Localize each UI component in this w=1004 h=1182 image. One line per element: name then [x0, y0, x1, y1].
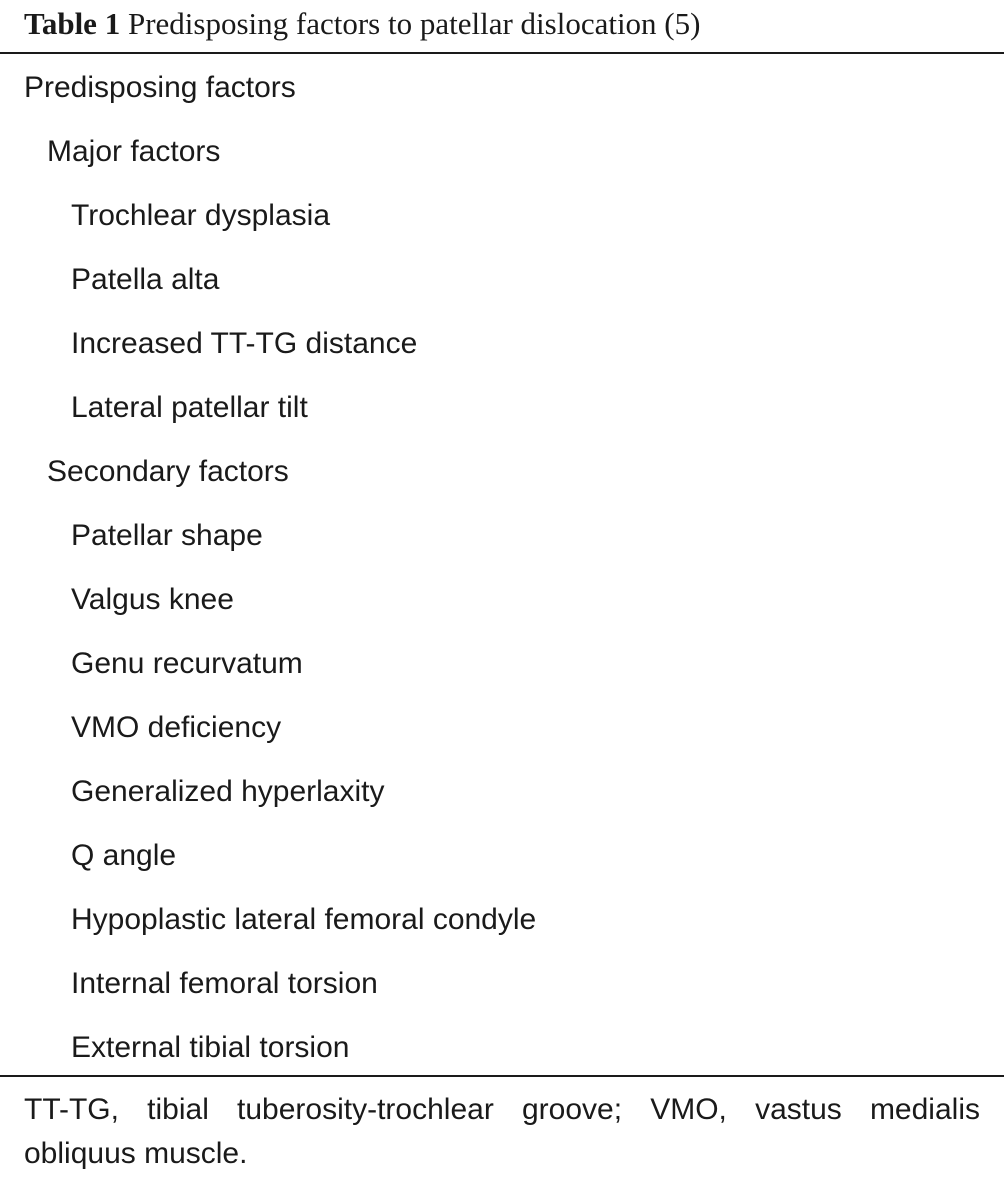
table-row: Lateral patellar tilt — [71, 391, 308, 424]
table-bottom-rule — [0, 1075, 1004, 1077]
table-row: Generalized hyperlaxity — [71, 775, 385, 808]
factor-list — [0, 56, 1004, 1080]
table-caption — [24, 4, 700, 44]
table-row: Q angle — [71, 839, 177, 872]
table-row: Genu recurvatum — [71, 647, 303, 680]
table-row: VMO deficiency — [71, 711, 282, 744]
table-row: Increased TT-TG distance — [71, 327, 418, 360]
table-row: Valgus knee — [71, 583, 234, 616]
table-caption-text: Predisposing factors to patellar dislocation (5) — [127, 6, 701, 41]
table-caption-label: Table 1 — [24, 6, 121, 41]
table-row: Internal femoral torsion — [71, 967, 378, 1000]
table-row-header: Predisposing factors — [24, 71, 296, 104]
table-row: Patella alta — [71, 263, 220, 296]
table-row: External tibial torsion — [71, 1031, 350, 1064]
table-footnote: TT-TG, tibial tuberosity-trochlear groove; VMO, vastus medialis obliquus muscle. — [24, 1093, 980, 1170]
table-row: Hypoplastic lateral femoral condyle — [71, 903, 537, 936]
table-row: Patellar shape — [71, 519, 263, 552]
table-top-rule — [0, 52, 1004, 54]
table-row-group: Major factors — [47, 135, 221, 168]
table-row: Trochlear dysplasia — [71, 199, 330, 232]
table-row-group: Secondary factors — [47, 455, 289, 488]
